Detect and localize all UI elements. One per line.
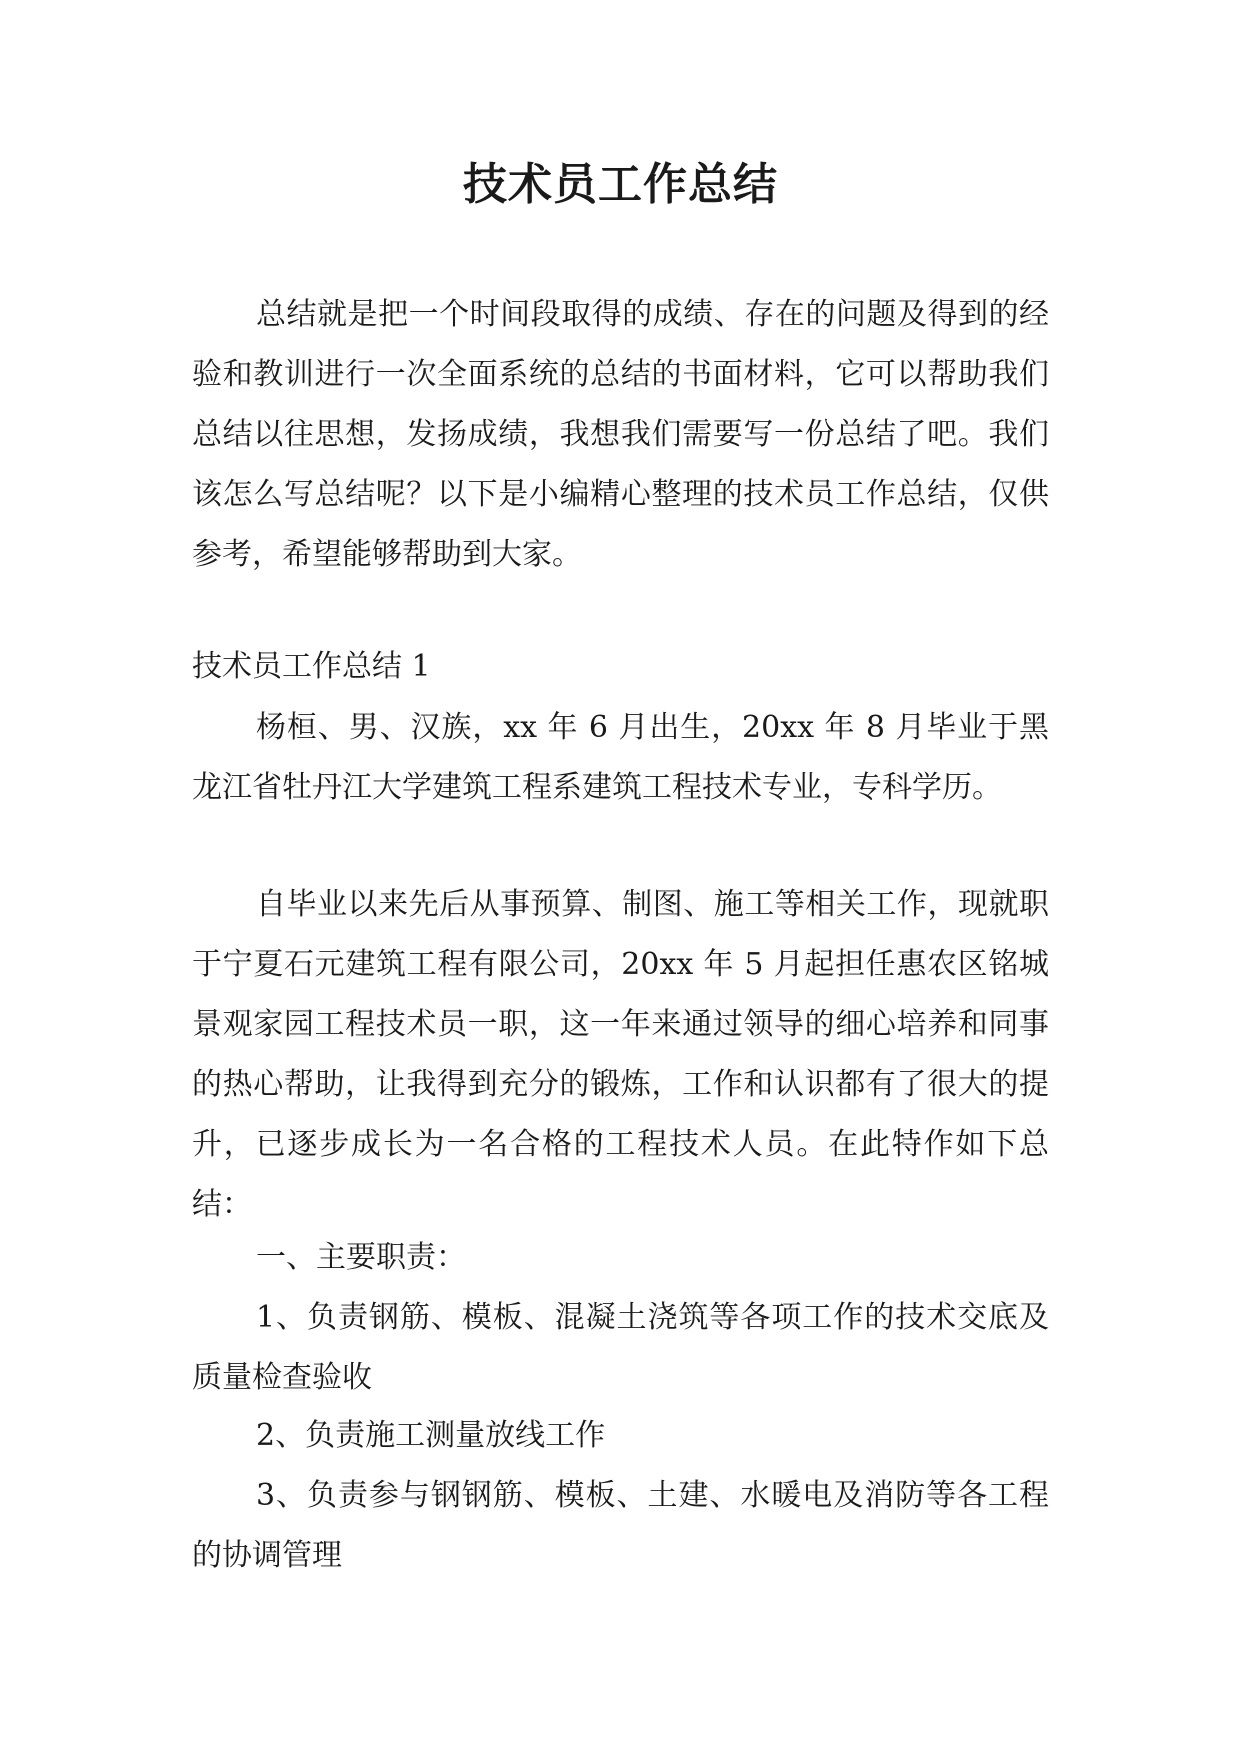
duty-item-3: 3、负责参与钢钢筋、模板、土建、水暖电及消防等各工程的协调管理 [192,1478,1049,1573]
duty-item-2: 2、负责施工测量放线工作 [256,1418,606,1453]
body-paragraph-2: 自毕业以来先后从事预算、制图、施工等相关工作，现就职于宁夏石元建筑工程有限公司，20xx 年 5 月起担任惠农区铭城景观家园工程技术员一职，这一年来通过领导的细心培养和同事的热心帮助，让我得到充分的锻炼，工作和认识都有了很大的提升，已逐步成长为一名合格的工程技术人员。在此特作如下总结： [192,887,1049,1222]
duty-item-1: 1、负责钢筋、模板、混凝土浇筑等各项工作的技术交底及质量检查验收 [192,1300,1049,1395]
duties-heading: 一、主要职责： [256,1240,466,1275]
document-title: 技术员工作总结 [463,159,778,210]
intro-paragraph: 总结就是把一个时间段取得的成绩、存在的问题及得到的经验和教训进行一次全面系统的总结的书面材料，它可以帮助我们总结以往思想，发扬成绩，我想我们需要写一份总结了吧。我们该怎么写总结呢？以下是小编精心整理的技术员工作总结，仅供参考，希望能够帮助到大家。 [192,297,1049,572]
section-heading: 技术员工作总结 1 [192,649,431,684]
body-paragraph-1: 杨桓、男、汉族，xx 年 6 月出生，20xx 年 8 月毕业于黑龙江省牡丹江大学建筑工程系建筑工程技术专业，专科学历。 [192,710,1049,805]
